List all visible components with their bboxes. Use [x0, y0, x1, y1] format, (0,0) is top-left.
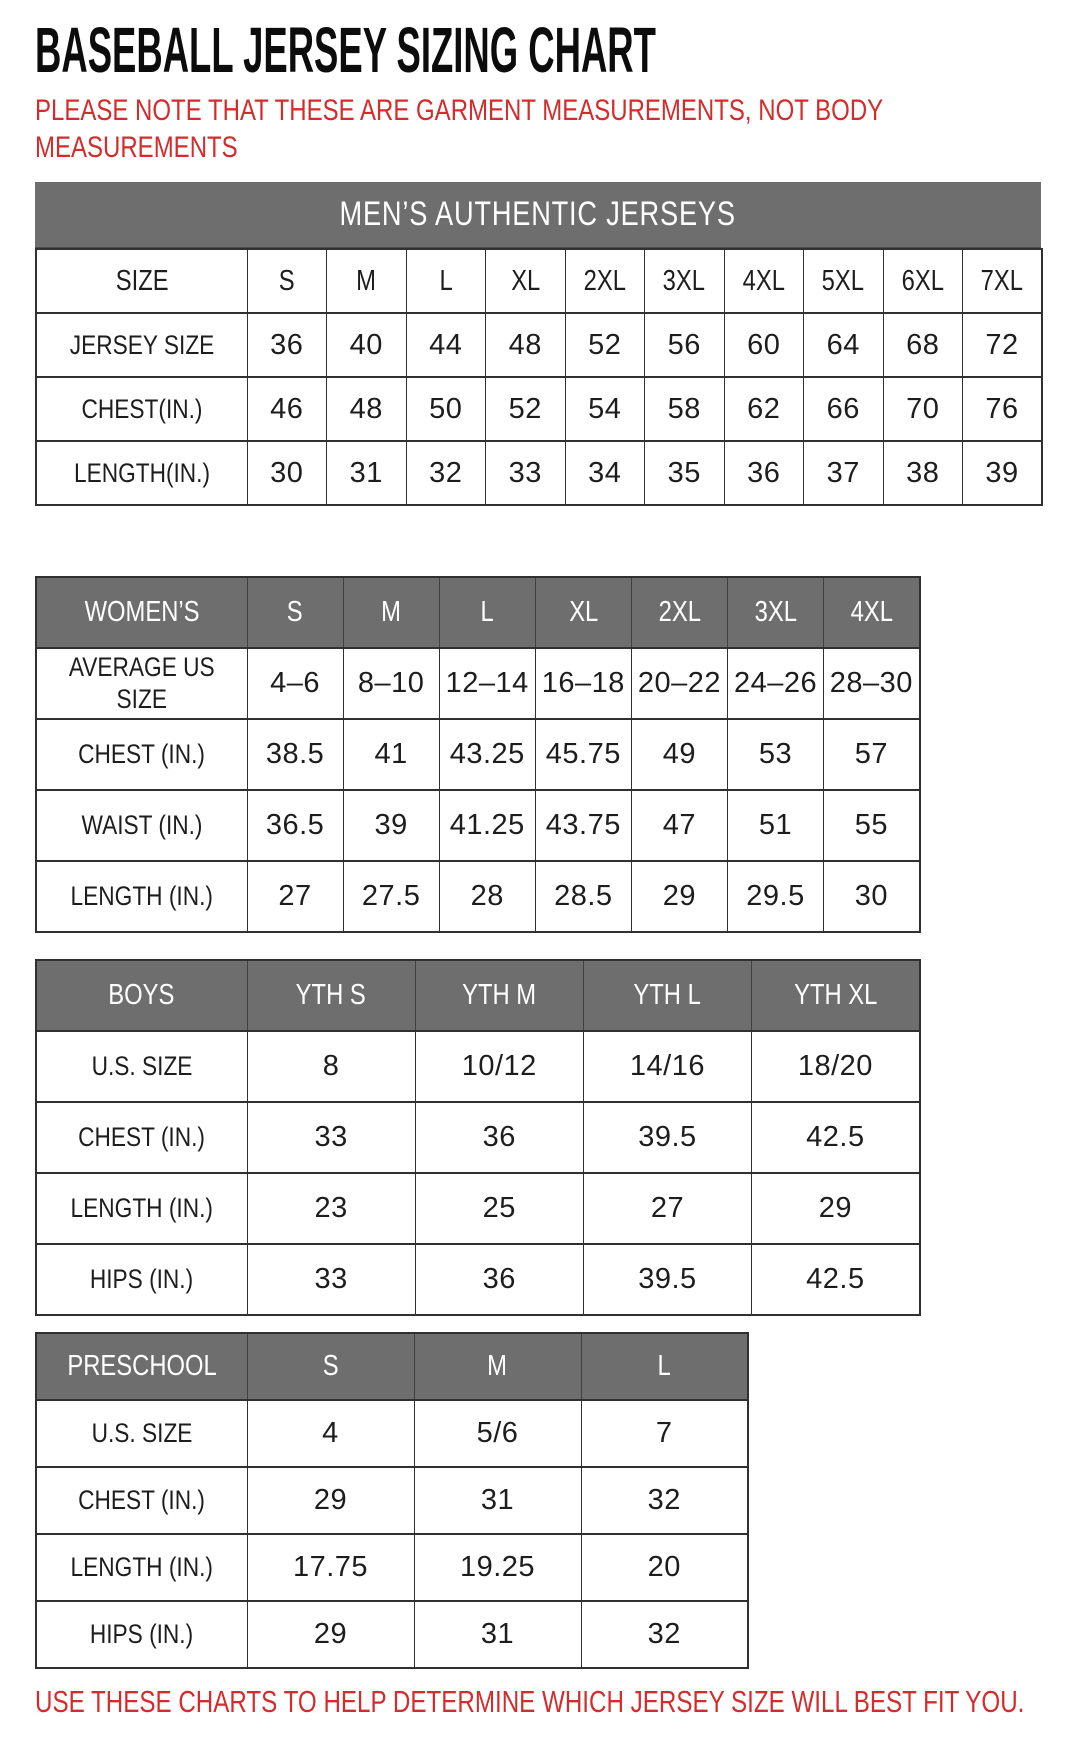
value-cell	[752, 1244, 920, 1315]
preschool-size-column-header	[414, 1333, 581, 1400]
measurement-value: 70	[906, 392, 940, 425]
womens-measurement-row	[36, 648, 920, 719]
value-cell	[752, 1173, 920, 1244]
boys-size-column-header	[583, 960, 751, 1031]
measurement-value: 43.25	[449, 738, 525, 771]
boys-measurement-row	[36, 1031, 920, 1102]
measurement-value: 36.5	[265, 809, 325, 842]
value-cell	[343, 719, 439, 790]
size-label: M	[381, 596, 402, 628]
measurement-value: 14/16	[629, 1050, 705, 1083]
mens-table	[35, 248, 1043, 506]
mens-corner-cell	[36, 249, 247, 313]
measurement-value: 32	[647, 1484, 681, 1517]
preschool-measurement-row	[36, 1400, 748, 1467]
value-cell	[486, 441, 566, 505]
value-cell	[883, 313, 963, 377]
row-label: CHEST(IN.)	[81, 393, 203, 424]
womens-size-column-header	[439, 577, 535, 648]
value-cell	[804, 377, 884, 441]
measurement-value: 29	[313, 1484, 348, 1517]
measurement-value: 44	[429, 328, 463, 361]
womens-header-row	[36, 577, 920, 648]
value-cell	[583, 1031, 751, 1102]
row-label-cell	[36, 1400, 247, 1467]
footer-note-text: USE THESE CHARTS TO HELP DETERMINE WHICH JERSEY SIZE WILL BEST FIT YOU.	[35, 1684, 1025, 1720]
boys-size-column-header	[415, 960, 583, 1031]
row-label: AVERAGE US SIZE	[68, 652, 215, 714]
value-cell	[724, 377, 804, 441]
value-cell	[804, 313, 884, 377]
measurement-value: 27.5	[361, 880, 421, 913]
value-cell	[727, 861, 823, 932]
measurement-value: 42.5	[806, 1121, 865, 1154]
womens-corner-label: WOMEN’S	[84, 596, 200, 628]
row-label-cell	[36, 441, 247, 505]
value-cell	[247, 1400, 414, 1467]
row-label-cell	[36, 719, 247, 790]
measurement-value: 41	[374, 738, 408, 771]
size-label: YTH S	[296, 979, 367, 1011]
value-cell	[414, 1467, 581, 1534]
value-cell	[752, 1102, 920, 1173]
mens-measurement-row	[36, 377, 1042, 441]
value-cell	[415, 1244, 583, 1315]
row-label-cell	[36, 1534, 247, 1601]
row-label-cell	[36, 1244, 247, 1315]
size-label: S	[322, 1350, 339, 1382]
measurement-value: 51	[758, 809, 793, 842]
preschool-size-column-header	[581, 1333, 748, 1400]
size-label: YTH M	[462, 979, 537, 1011]
womens-size-column-header	[343, 577, 439, 648]
value-cell	[415, 1173, 583, 1244]
value-cell	[414, 1534, 581, 1601]
measurement-value: 25	[482, 1192, 516, 1225]
womens-size-column-header	[535, 577, 631, 648]
value-cell	[406, 441, 486, 505]
row-label-cell	[36, 1467, 247, 1534]
measurement-value: 33	[314, 1121, 348, 1154]
measurement-note-line2: MEASUREMENTS	[35, 130, 238, 164]
size-label: 2XL	[583, 264, 626, 297]
value-cell	[247, 377, 327, 441]
measurement-value: 38.5	[265, 738, 325, 771]
value-cell	[645, 313, 725, 377]
value-cell	[581, 1534, 748, 1601]
measurement-value: 36	[270, 328, 304, 361]
measurement-value: 8–10	[357, 667, 425, 700]
boys-table-section	[35, 959, 1077, 1316]
measurement-value: 27	[278, 880, 312, 913]
measurement-value: 50	[429, 392, 463, 425]
size-label: YTH XL	[793, 979, 878, 1011]
measurement-value: 40	[349, 328, 383, 361]
value-cell	[535, 719, 631, 790]
value-cell	[565, 377, 645, 441]
value-cell	[486, 313, 566, 377]
size-label: 7XL	[980, 264, 1024, 297]
value-cell	[247, 648, 343, 719]
row-label: LENGTH (IN.)	[70, 881, 213, 912]
value-cell	[247, 313, 327, 377]
mens-size-column-header	[406, 249, 486, 313]
value-cell	[824, 861, 920, 932]
womens-table	[35, 576, 921, 933]
value-cell	[343, 861, 439, 932]
value-cell	[343, 790, 439, 861]
measurement-value: 31	[480, 1618, 515, 1651]
size-label: 4XL	[850, 596, 893, 628]
mens-table-section	[35, 182, 1077, 506]
page-title	[35, 14, 1077, 86]
measurement-value: 38	[906, 456, 940, 489]
measurement-value: 16–18	[541, 667, 625, 700]
size-label: L	[657, 1350, 671, 1382]
measurement-value: 30	[854, 880, 888, 913]
measurement-value: 29.5	[746, 880, 805, 913]
measurement-value: 39.5	[638, 1121, 697, 1154]
mens-size-column-header	[565, 249, 645, 313]
row-label-cell	[36, 790, 247, 861]
preschool-table	[35, 1332, 749, 1669]
measurement-value: 49	[662, 738, 697, 771]
value-cell	[439, 719, 535, 790]
measurement-value: 29	[662, 880, 697, 913]
measurement-value: 55	[854, 809, 888, 842]
value-cell	[486, 377, 566, 441]
value-cell	[327, 377, 407, 441]
value-cell	[247, 1102, 415, 1173]
size-label: 6XL	[901, 264, 944, 297]
measurement-value: 29	[818, 1192, 853, 1225]
measurement-value: 33	[314, 1263, 348, 1296]
value-cell	[439, 648, 535, 719]
value-cell	[414, 1400, 581, 1467]
tables-root	[35, 182, 1077, 1669]
row-label: LENGTH(IN.)	[73, 457, 210, 488]
measurement-value: 19.25	[459, 1551, 536, 1584]
measurement-value: 58	[667, 392, 701, 425]
womens-measurement-row	[36, 790, 920, 861]
preschool-corner-label: PRESCHOOL	[67, 1350, 217, 1382]
value-cell	[327, 313, 407, 377]
measurement-value: 4–6	[270, 667, 320, 700]
value-cell	[565, 313, 645, 377]
value-cell	[327, 441, 407, 505]
value-cell	[439, 861, 535, 932]
measurement-value: 41.25	[449, 809, 525, 842]
measurement-value: 24–26	[733, 667, 818, 700]
mens-size-column-header	[724, 249, 804, 313]
size-label: XL	[510, 264, 540, 297]
row-label: LENGTH (IN.)	[70, 1193, 213, 1224]
measurement-value: 29	[313, 1618, 348, 1651]
measurement-value: 68	[906, 328, 940, 361]
value-cell	[406, 377, 486, 441]
preschool-measurement-row	[36, 1534, 748, 1601]
measurement-value: 37	[826, 456, 860, 489]
value-cell	[724, 313, 804, 377]
row-label-cell	[36, 1173, 247, 1244]
boys-corner-cell	[36, 960, 247, 1031]
value-cell	[581, 1467, 748, 1534]
size-label: M	[356, 264, 377, 297]
measurement-value: 52	[588, 328, 622, 361]
measurement-value: 30	[270, 456, 304, 489]
measurement-value: 36	[482, 1121, 516, 1154]
preschool-header-row	[36, 1333, 748, 1400]
measurement-value: 8	[322, 1050, 340, 1083]
boys-table	[35, 959, 921, 1316]
measurement-value: 20–22	[637, 667, 721, 700]
measurement-value: 12–14	[445, 667, 529, 700]
value-cell	[581, 1601, 748, 1668]
measurement-value: 27	[650, 1192, 685, 1225]
value-cell	[247, 861, 343, 932]
preschool-size-column-header	[247, 1333, 414, 1400]
measurement-value: 31	[349, 456, 383, 489]
mens-size-column-header	[963, 249, 1043, 313]
value-cell	[247, 719, 343, 790]
measurement-value: 32	[647, 1618, 681, 1651]
mens-size-column-header	[645, 249, 725, 313]
womens-measurement-row	[36, 861, 920, 932]
measurement-value: 17.75	[292, 1551, 369, 1584]
measurement-note	[35, 93, 1077, 166]
measurement-value: 46	[270, 392, 304, 425]
row-label-cell	[36, 861, 247, 932]
mens-size-column-header	[247, 249, 327, 313]
measurement-value: 20	[647, 1551, 681, 1584]
row-label: HIPS (IN.)	[90, 1264, 194, 1295]
row-label-cell	[36, 1601, 247, 1668]
value-cell	[406, 313, 486, 377]
value-cell	[631, 719, 727, 790]
measurement-value: 7	[655, 1417, 673, 1450]
measurement-value: 52	[508, 392, 542, 425]
measurement-value: 36	[482, 1263, 516, 1296]
measurement-value: 18/20	[797, 1050, 873, 1083]
size-label: S	[278, 264, 295, 297]
value-cell	[247, 441, 327, 505]
mens-corner-label: SIZE	[115, 264, 169, 297]
size-label: XL	[568, 596, 598, 628]
value-cell	[247, 1244, 415, 1315]
row-label-cell	[36, 1102, 247, 1173]
value-cell	[963, 377, 1043, 441]
value-cell	[581, 1400, 748, 1467]
measurement-value: 5/6	[476, 1417, 519, 1450]
value-cell	[724, 441, 804, 505]
value-cell	[824, 719, 920, 790]
measurement-value: 39	[985, 456, 1019, 489]
womens-size-column-header	[247, 577, 343, 648]
size-label: 5XL	[822, 264, 865, 297]
measurement-value: 48	[349, 392, 383, 425]
mens-size-column-header	[327, 249, 407, 313]
measurement-value: 45.75	[545, 738, 621, 771]
row-label: HIPS (IN.)	[90, 1619, 194, 1650]
row-label-cell	[36, 1031, 247, 1102]
boys-measurement-row	[36, 1102, 920, 1173]
measurement-value: 4	[322, 1417, 339, 1450]
size-label: L	[480, 596, 494, 628]
measurement-value: 72	[985, 328, 1019, 361]
measurement-value: 66	[826, 392, 860, 425]
measurement-value: 60	[747, 328, 781, 361]
measurement-value: 28–30	[829, 667, 913, 700]
value-cell	[631, 648, 727, 719]
value-cell	[963, 441, 1043, 505]
measurement-value: 39.5	[638, 1263, 697, 1296]
value-cell	[565, 441, 645, 505]
measurement-value: 54	[588, 392, 622, 425]
measurement-value: 39	[374, 809, 408, 842]
womens-measurement-row	[36, 719, 920, 790]
size-label: YTH L	[633, 979, 702, 1011]
value-cell	[414, 1601, 581, 1668]
value-cell	[247, 790, 343, 861]
womens-size-column-header	[727, 577, 823, 648]
size-label: M	[487, 1350, 508, 1382]
mens-header-row	[36, 249, 1042, 313]
measurement-value: 53	[758, 738, 793, 771]
row-label: U.S. SIZE	[91, 1418, 193, 1449]
size-label: 3XL	[663, 264, 706, 297]
size-label: S	[287, 596, 303, 628]
value-cell	[535, 790, 631, 861]
value-cell	[883, 441, 963, 505]
measurement-value: 43.75	[545, 809, 621, 842]
preschool-measurement-row	[36, 1601, 748, 1668]
value-cell	[631, 790, 727, 861]
mens-size-column-header	[883, 249, 963, 313]
page-title-text: BASEBALL JERSEY SIZING CHART	[35, 14, 656, 86]
size-label: 2XL	[658, 596, 701, 628]
measurement-value: 33	[508, 456, 542, 489]
womens-table-section	[35, 576, 1077, 933]
value-cell	[963, 313, 1043, 377]
row-label: U.S. SIZE	[91, 1051, 193, 1082]
size-label: L	[439, 264, 453, 297]
value-cell	[247, 1173, 415, 1244]
value-cell	[247, 1467, 414, 1534]
mens-banner	[35, 182, 1041, 248]
measurement-value: 57	[854, 738, 888, 771]
womens-size-column-header	[824, 577, 920, 648]
measurement-value: 47	[662, 809, 697, 842]
row-label: LENGTH (IN.)	[70, 1552, 213, 1583]
boys-measurement-row	[36, 1173, 920, 1244]
value-cell	[645, 377, 725, 441]
mens-banner-label: MEN’S AUTHENTIC JERSEYS	[339, 195, 737, 234]
measurement-value: 64	[826, 328, 860, 361]
measurement-value: 36	[747, 456, 781, 489]
mens-measurement-row	[36, 313, 1042, 377]
value-cell	[535, 861, 631, 932]
boys-corner-label: BOYS	[108, 979, 175, 1011]
measurement-value: 56	[667, 328, 701, 361]
value-cell	[583, 1102, 751, 1173]
value-cell	[645, 441, 725, 505]
measurement-value: 42.5	[806, 1263, 865, 1296]
measurement-note-line1: PLEASE NOTE THAT THESE ARE GARMENT MEASUREMENTS, NOT BODY	[35, 94, 884, 128]
boys-size-column-header	[247, 960, 415, 1031]
value-cell	[535, 648, 631, 719]
value-cell	[824, 648, 920, 719]
value-cell	[247, 1601, 414, 1668]
value-cell	[583, 1173, 751, 1244]
value-cell	[343, 648, 439, 719]
value-cell	[631, 861, 727, 932]
measurement-value: 32	[429, 456, 463, 489]
row-label: JERSEY SIZE	[69, 329, 215, 360]
measurement-value: 10/12	[461, 1050, 537, 1083]
value-cell	[415, 1031, 583, 1102]
measurement-value: 28.5	[554, 880, 613, 913]
boys-header-row	[36, 960, 920, 1031]
row-label: CHEST (IN.)	[78, 1122, 206, 1153]
value-cell	[247, 1031, 415, 1102]
mens-size-column-header	[804, 249, 884, 313]
size-label: 3XL	[754, 596, 797, 628]
value-cell	[727, 790, 823, 861]
measurement-value: 23	[314, 1192, 348, 1225]
value-cell	[752, 1031, 920, 1102]
row-label: WAIST (IN.)	[81, 810, 203, 841]
preschool-table-section	[35, 1332, 1077, 1669]
value-cell	[247, 1534, 414, 1601]
value-cell	[804, 441, 884, 505]
boys-measurement-row	[36, 1244, 920, 1315]
mens-measurement-row	[36, 441, 1042, 505]
row-label-cell	[36, 313, 247, 377]
value-cell	[727, 648, 823, 719]
row-label: CHEST (IN.)	[78, 739, 206, 770]
value-cell	[439, 790, 535, 861]
footer-note	[35, 1685, 1077, 1719]
measurement-value: 31	[480, 1484, 515, 1517]
preschool-measurement-row	[36, 1467, 748, 1534]
row-label-cell	[36, 377, 247, 441]
measurement-value: 76	[985, 392, 1019, 425]
preschool-corner-cell	[36, 1333, 247, 1400]
row-label: CHEST (IN.)	[78, 1485, 206, 1516]
value-cell	[727, 719, 823, 790]
measurement-value: 35	[667, 456, 701, 489]
size-label: 4XL	[742, 264, 785, 297]
measurement-value: 28	[470, 880, 504, 913]
row-label-cell	[36, 648, 247, 719]
boys-size-column-header	[752, 960, 920, 1031]
value-cell	[883, 377, 963, 441]
mens-size-column-header	[486, 249, 566, 313]
value-cell	[824, 790, 920, 861]
measurement-value: 34	[588, 456, 622, 489]
value-cell	[583, 1244, 751, 1315]
womens-size-column-header	[631, 577, 727, 648]
womens-corner-cell	[36, 577, 247, 648]
value-cell	[415, 1102, 583, 1173]
measurement-value: 48	[508, 328, 542, 361]
measurement-value: 62	[747, 392, 781, 425]
